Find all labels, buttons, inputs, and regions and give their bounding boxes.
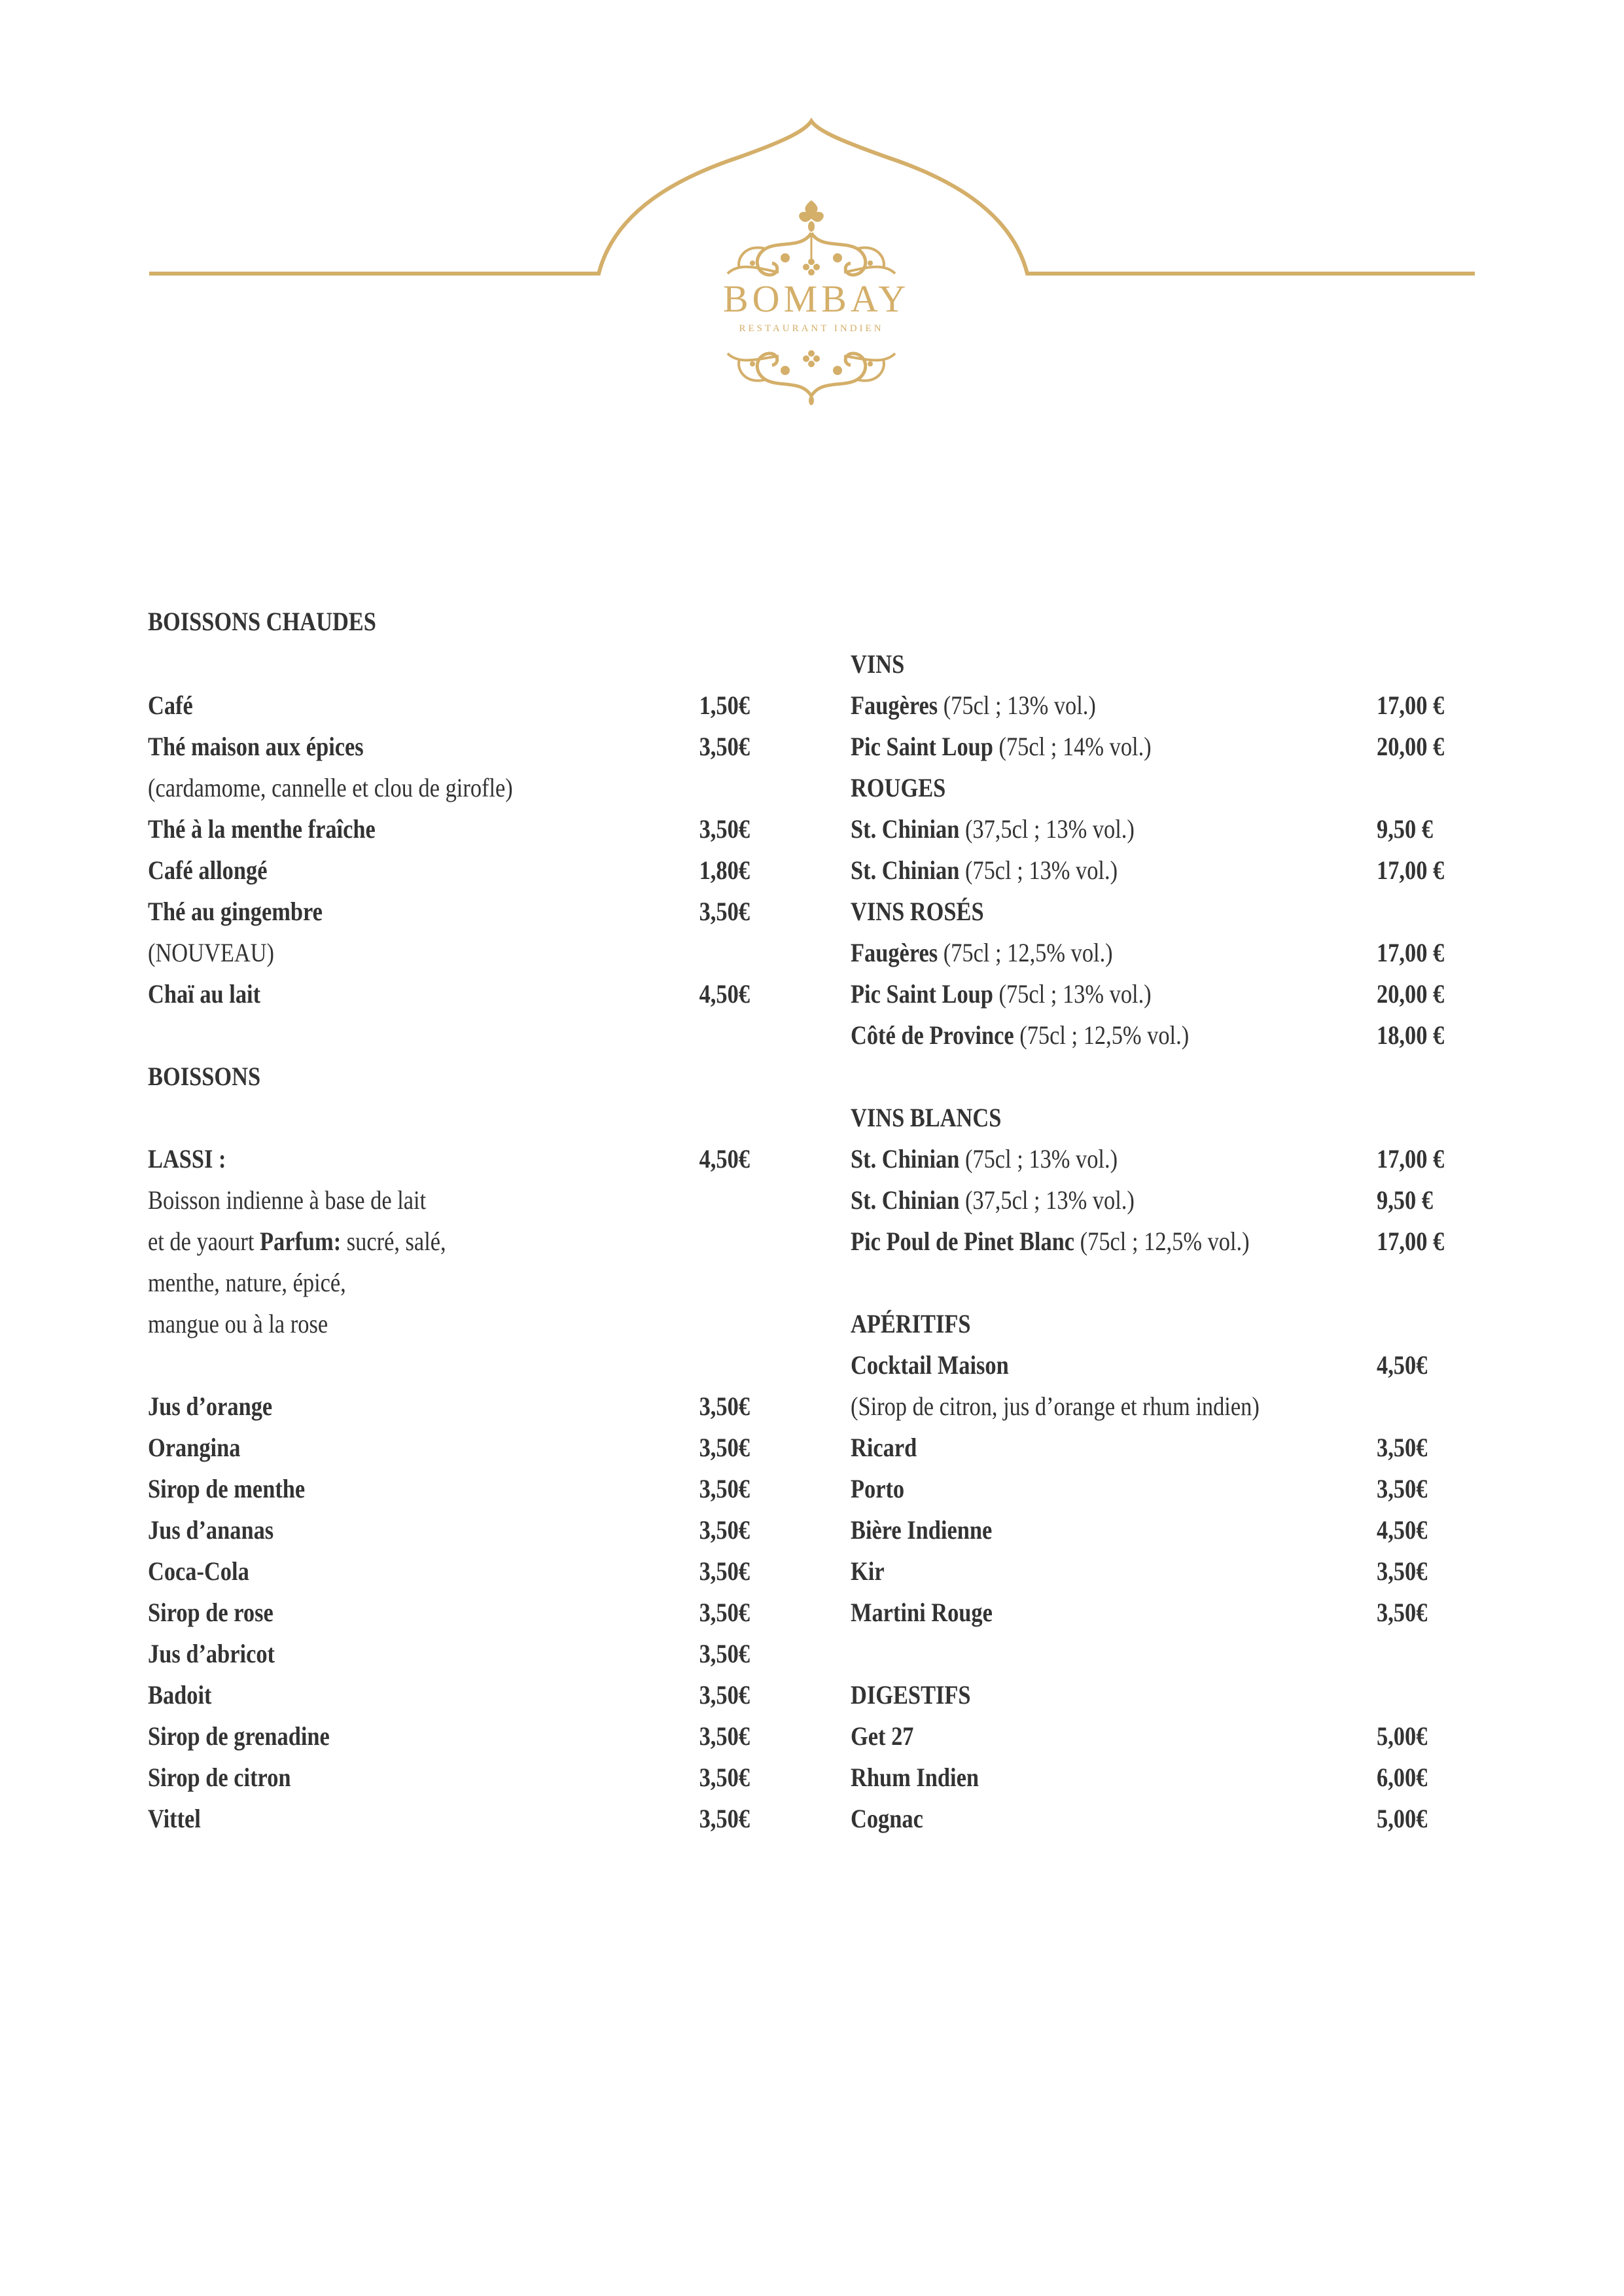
item-name: Orangina	[148, 1433, 241, 1462]
item-name: Sirop de citron	[148, 1763, 291, 1792]
item-name: Café allongé	[148, 855, 268, 885]
item-name: Côté de Province (75cl ; 12,5% vol.)	[851, 1020, 1190, 1050]
item-name: Badoit	[148, 1680, 212, 1710]
item-note: (Sirop de citron, jus d’orange et rhum indien)	[851, 1391, 1260, 1421]
menu-item	[148, 975, 750, 1014]
item-price: 3,50€	[699, 1598, 750, 1627]
menu-item	[851, 810, 1479, 849]
item-price: 3,50€	[1377, 1433, 1428, 1462]
item-price: 3,50€	[699, 897, 750, 926]
item-price: 4,50€	[1377, 1515, 1428, 1545]
item-price: 1,80€	[699, 855, 750, 885]
item-price: 17,00 €	[1377, 855, 1445, 885]
item-note: (cardamome, cannelle et clou de girofle)	[148, 773, 513, 802]
logo-ornament-top	[728, 200, 895, 276]
item-detail: (75cl ; 12,5% vol.)	[938, 938, 1113, 967]
menu-item	[148, 1552, 750, 1591]
menu-item	[851, 1428, 1479, 1467]
menu-item	[148, 727, 750, 766]
section-heading-boissons: BOISSONS	[148, 1062, 261, 1091]
item-name: Ricard	[851, 1433, 917, 1462]
menu-item	[851, 1222, 1479, 1261]
item-price: 3,50€	[699, 1763, 750, 1792]
menu-item	[148, 1634, 750, 1674]
menu-item	[851, 1511, 1479, 1550]
item-name: Thé au gingembre	[148, 897, 323, 926]
item-detail: (75cl ; 14% vol.)	[993, 732, 1152, 761]
item-price: 3,50€	[699, 814, 750, 844]
item-price: 17,00 €	[1377, 1144, 1445, 1174]
item-note: (NOUVEAU)	[148, 938, 274, 967]
menu-item	[148, 1593, 750, 1632]
item-name: Pic Saint Loup (75cl ; 13% vol.)	[851, 979, 1152, 1009]
item-name: Faugères (75cl ; 13% vol.)	[851, 691, 1096, 720]
item-price: 3,50€	[1377, 1474, 1428, 1503]
section-heading-rouges: ROUGES	[851, 773, 946, 802]
item-name: St. Chinian (75cl ; 13% vol.)	[851, 1144, 1118, 1174]
item-name: St. Chinian (37,5cl ; 13% vol.)	[851, 814, 1135, 844]
item-name: Sirop de grenadine	[148, 1721, 330, 1751]
menu-item	[851, 727, 1479, 766]
item-price: 4,50€	[699, 1144, 750, 1174]
menu-item	[851, 975, 1479, 1014]
item-name: Vittel	[148, 1804, 201, 1833]
menu-item	[851, 933, 1479, 973]
item-price: 3,50€	[699, 1474, 750, 1503]
section-heading-aperitifs: APÉRITIFS	[851, 1309, 971, 1338]
item-price: 1,50€	[699, 691, 750, 720]
menu-item	[148, 1676, 750, 1715]
logo-brand-subtitle: RESTAURANT INDIEN	[739, 323, 884, 334]
section-heading-vins-roses: VINS ROSÉS	[851, 897, 984, 926]
item-name: Sirop de menthe	[148, 1474, 306, 1503]
item-name: LASSI :	[148, 1144, 226, 1174]
item-name: Martini Rouge	[851, 1598, 993, 1627]
logo-ornament-bottom	[728, 350, 895, 405]
item-price: 9,50 €	[1377, 814, 1433, 844]
item-name: Faugères (75cl ; 12,5% vol.)	[851, 938, 1113, 967]
item-price: 3,50€	[699, 1804, 750, 1833]
item-price: 5,00€	[1377, 1804, 1428, 1833]
menu-item	[148, 1717, 750, 1756]
menu-item	[851, 1346, 1479, 1385]
menu-item	[148, 851, 750, 890]
item-detail: (75cl ; 12,5% vol.)	[1014, 1020, 1190, 1050]
item-name: Thé maison aux épices	[148, 732, 364, 761]
menu-item	[851, 1016, 1479, 1055]
menu-item	[148, 686, 750, 725]
logo-brand-name: BOMBAY	[723, 278, 910, 320]
menu-item	[851, 1469, 1479, 1509]
item-price: 17,00 €	[1377, 938, 1445, 967]
item-name: Pic Saint Loup (75cl ; 14% vol.)	[851, 732, 1152, 761]
item-price: 5,00€	[1377, 1721, 1428, 1751]
menu-item	[851, 1181, 1479, 1220]
menu-item	[148, 810, 750, 849]
lassi-description: menthe, nature, épicé,	[148, 1268, 346, 1297]
menu-item	[851, 1758, 1479, 1797]
item-name: Thé à la menthe fraîche	[148, 814, 376, 844]
lassi-description: mangue ou à la rose	[148, 1309, 328, 1338]
item-detail: (75cl ; 13% vol.)	[959, 855, 1118, 885]
menu-item	[851, 851, 1479, 890]
item-name: Bière Indienne	[851, 1515, 993, 1545]
item-name: Cocktail Maison	[851, 1350, 1009, 1380]
item-price: 3,50€	[1377, 1556, 1428, 1586]
menu-item	[851, 1593, 1479, 1632]
item-name: Get 27	[851, 1721, 914, 1751]
menu-item	[148, 1799, 750, 1839]
item-name: Porto	[851, 1474, 905, 1503]
item-detail: (37,5cl ; 13% vol.)	[959, 814, 1135, 844]
menu-item	[148, 1469, 750, 1509]
item-price: 3,50€	[699, 1556, 750, 1586]
item-name: St. Chinian (75cl ; 13% vol.)	[851, 855, 1118, 885]
menu-item	[851, 1139, 1479, 1179]
item-price: 3,50€	[699, 1391, 750, 1421]
item-price: 3,50€	[1377, 1598, 1428, 1627]
section-heading-boissons-chaudes: BOISSONS CHAUDES	[148, 607, 376, 636]
item-price: 4,50€	[1377, 1350, 1428, 1380]
item-name: Coca-Cola	[148, 1556, 249, 1586]
menu-item	[851, 1717, 1479, 1756]
item-price: 20,00 €	[1377, 979, 1445, 1009]
lassi-description: et de yaourt Parfum: sucré, salé,	[148, 1227, 446, 1256]
item-detail: (75cl ; 13% vol.)	[993, 979, 1152, 1009]
item-name: Café	[148, 691, 193, 720]
item-name: St. Chinian (37,5cl ; 13% vol.)	[851, 1185, 1135, 1215]
menu-item	[851, 1799, 1479, 1839]
item-name: Cognac	[851, 1804, 923, 1833]
item-price: 4,50€	[699, 979, 750, 1009]
header	[0, 0, 1624, 458]
item-price: 3,50€	[699, 1721, 750, 1751]
item-price: 3,50€	[699, 1433, 750, 1462]
lassi-description: Boisson indienne à base de lait	[148, 1185, 427, 1215]
item-price: 6,00€	[1377, 1763, 1428, 1792]
section-heading-vins: VINS	[851, 649, 905, 679]
item-name: Jus d’abricot	[148, 1639, 275, 1668]
item-name: Kir	[851, 1556, 885, 1586]
menu-item	[148, 1758, 750, 1797]
item-price: 9,50 €	[1377, 1185, 1433, 1215]
item-name: Jus d’ananas	[148, 1515, 274, 1545]
item-name: Sirop de rose	[148, 1598, 274, 1627]
item-name: Jus d’orange	[148, 1391, 273, 1421]
item-name: Chaï au lait	[148, 979, 261, 1009]
section-heading-digestifs: DIGESTIFS	[851, 1680, 971, 1710]
menu-item-lassi	[148, 1139, 750, 1179]
menu-item	[148, 1428, 750, 1467]
item-price: 17,00 €	[1377, 691, 1445, 720]
menu-item	[148, 1511, 750, 1550]
menu-item	[851, 1552, 1479, 1591]
item-detail: (75cl ; 13% vol.)	[938, 691, 1096, 720]
item-detail: (75cl ; 13% vol.)	[959, 1144, 1118, 1174]
item-name: Pic Poul de Pinet Blanc (75cl ; 12,5% vol.)	[851, 1227, 1250, 1256]
menu-item	[148, 892, 750, 931]
section-heading-vins-blancs: VINS BLANCS	[851, 1103, 1002, 1132]
item-price: 3,50€	[699, 1639, 750, 1668]
menu-item	[148, 1387, 750, 1426]
item-price: 18,00 €	[1377, 1020, 1445, 1050]
item-price: 3,50€	[699, 1515, 750, 1545]
dome-ornament	[0, 0, 1624, 458]
item-price: 3,50€	[699, 1680, 750, 1710]
menu-item	[851, 686, 1479, 725]
item-price: 3,50€	[699, 732, 750, 761]
item-price: 17,00 €	[1377, 1227, 1445, 1256]
item-price: 20,00 €	[1377, 732, 1445, 761]
item-detail: (37,5cl ; 13% vol.)	[959, 1185, 1135, 1215]
item-detail: (75cl ; 12,5% vol.)	[1074, 1227, 1250, 1256]
item-name: Rhum Indien	[851, 1763, 979, 1792]
